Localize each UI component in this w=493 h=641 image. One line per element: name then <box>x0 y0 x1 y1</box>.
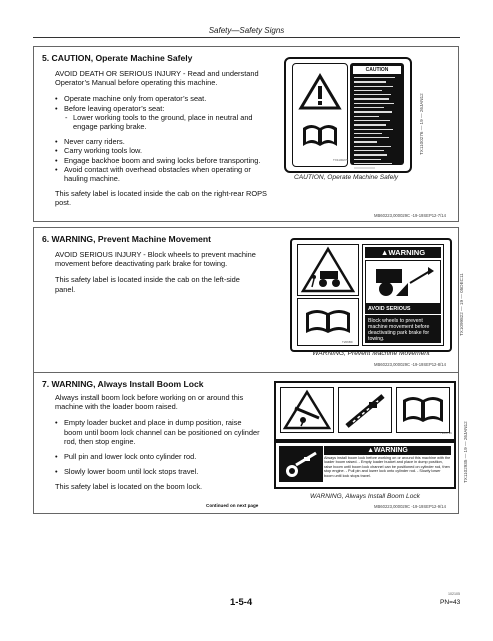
list-item: • Avoid contact with overhead obstacles when operating or hauling machine. <box>55 165 267 183</box>
list-item: • Before leaving operator’s seat: <box>55 104 267 113</box>
pn-number: PN=43 <box>440 599 461 606</box>
warning-sign-image <box>290 238 452 352</box>
figure-id: TX1100276 — 19 — 26JAN12 <box>419 93 424 155</box>
figure-caption: WARNING, Always Install Boom Lock <box>310 493 420 500</box>
list-item: • Operate machine only from operator’s seat. <box>55 94 267 103</box>
boom-lock-warning-row <box>274 441 456 489</box>
reference-code: MB60223,000029C -19-19SEP12-7/14 <box>374 213 446 218</box>
sign-pictogram-panel <box>292 63 348 167</box>
section-title: 5. CAUTION, Operate Machine Safely <box>42 53 193 63</box>
wheel-chock-icon <box>366 261 440 301</box>
avoid-serious-text: AVOID SERIOUS <box>365 304 441 315</box>
figure-caption: WARNING, Prevent Machine Movement <box>312 350 430 357</box>
label-location: This safety label is located inside the cab on the right-rear ROPS post. <box>55 189 267 208</box>
list-item: • Slowly lower boom until lock stops travel. <box>55 467 261 476</box>
bullet-list <box>55 94 267 131</box>
label-location: This safety label is located on the boom lock. <box>55 482 203 492</box>
list-item: - Lower working tools to the ground, place in neutral and engage parking brake. <box>55 113 267 131</box>
loader-boom-lock-icon <box>280 447 322 481</box>
reference-code: MB60223,000029C -19-19SEP12-8/14 <box>374 362 446 367</box>
machine-runover-icon <box>298 245 358 295</box>
list-item: • Engage backhoe boom and swing locks before transporting. <box>55 156 267 165</box>
manual-book-icon <box>397 388 449 432</box>
manual-book-icon <box>298 299 358 345</box>
sign-pictogram-panel <box>297 244 359 296</box>
sign-text-lines <box>354 77 400 161</box>
warning-triangle-and-manual-icon <box>293 64 347 166</box>
warning-text-panel <box>365 304 441 343</box>
list-item: • Pull pin and lower lock onto cylinder rod. <box>55 452 261 461</box>
header-rule <box>33 37 460 38</box>
list-item: • Never carry riders. <box>55 137 267 146</box>
section-intro: AVOID DEATH OR SERIOUS INJURY - Read and understand Operator’s Manual before operating this machine. <box>55 69 259 88</box>
section-title: 6. WARNING, Prevent Machine Movement <box>42 234 212 244</box>
figure-id: TX1102935 — 19 — 26JAN12 <box>463 421 468 483</box>
sign-warning-panel <box>324 446 451 480</box>
boom-lock-icon <box>339 388 391 432</box>
warning-word: ▲WARNING <box>365 247 441 258</box>
sign-text-panel <box>350 63 404 165</box>
art-number: TX1100276 <box>333 158 349 162</box>
manual-panel <box>396 387 450 433</box>
warning-description: Always install boom lock before working on or around this machine with the loader boom raised. - Empty loader bucket and place in dump position, raise boom until boom lock channel can be positioned on cylinder rod, then stop engine. - Pull pin and lower lock onto cylinder rod. - Slowly lower boom until lock stops travel. <box>324 456 451 478</box>
art-number: T206B9 <box>342 340 353 344</box>
sign-warning-panel <box>362 244 444 346</box>
sign-manual-panel <box>297 298 359 346</box>
boom-lock-pictogram <box>279 446 323 482</box>
section-body <box>55 69 267 215</box>
safety-sign-section-5 <box>33 46 459 222</box>
crush-hazard-panel <box>280 387 334 433</box>
boom-lock-panel <box>338 387 392 433</box>
wheel-chock-pictogram <box>365 260 441 304</box>
safety-sign-section-6 <box>33 227 464 373</box>
list-item: • Carry working tools low. <box>55 146 267 155</box>
art-number: T206796 <box>440 431 452 435</box>
safety-sign-section-7 <box>33 372 468 514</box>
section-intro: Always install boom lock before working on or around this machine with the loader boom raised. <box>55 393 244 412</box>
page-header: Safety—Safety Signs <box>0 26 493 35</box>
label-location: This safety label is located inside the cab on the left-side panel. <box>55 275 240 294</box>
section-intro: AVOID SERIOUS INJURY - Block wheels to prevent machine movement before deactivating park brake for towing. <box>55 250 256 269</box>
continued-note: Continued on next page <box>206 503 259 508</box>
crush-hazard-icon <box>281 388 333 432</box>
section-body <box>55 393 261 499</box>
section-title: 7. WARNING, Always Install Boom Lock <box>42 379 204 389</box>
list-item: • Empty loader bucket and place in dump position, raise boom until boom lock channel can be positioned on cylinder rod, then stop engine. <box>55 418 261 446</box>
reference-code: MB60223,000029C -19-19SEP12-9/14 <box>374 504 446 509</box>
figure-id: TX1099822 — 19 — 05DEC11 <box>459 273 464 336</box>
footer-date-code: 102105 <box>448 592 460 596</box>
figure-caption: CAUTION, Operate Machine Safely <box>293 174 399 181</box>
caution-word: CAUTION <box>353 66 401 74</box>
section-body <box>55 250 259 301</box>
bullet-list <box>55 418 261 476</box>
bullet-list <box>55 137 267 183</box>
caution-sign-image <box>284 57 412 173</box>
boom-lock-pictogram-row <box>274 381 456 441</box>
warning-word: ▲WARNING <box>324 446 451 455</box>
page-number: 1-5-4 <box>230 597 253 608</box>
warning-description: Block wheels to prevent machine movement before deactivating park brake for towing. <box>368 318 430 342</box>
